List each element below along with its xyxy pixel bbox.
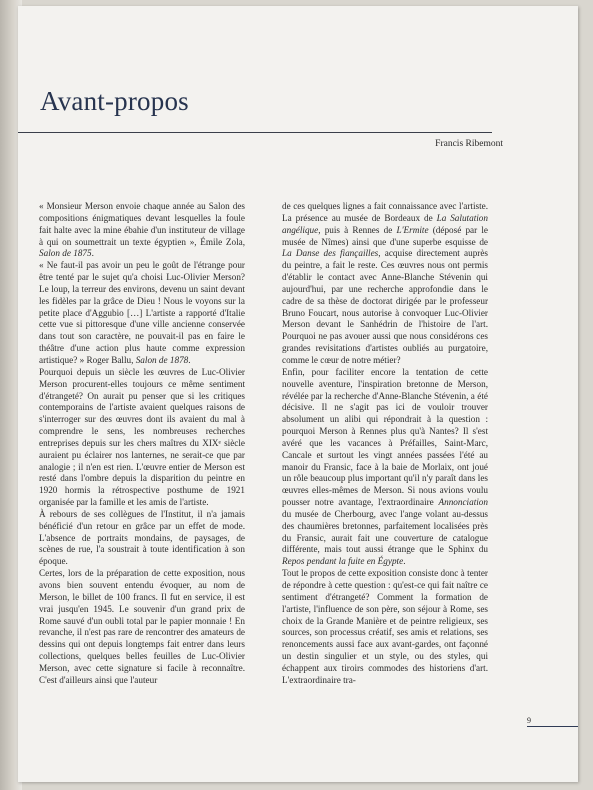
italic-title: L'Ermite (396, 224, 429, 235)
page-number: 9 (527, 716, 531, 725)
italic-title: La Salutation angélique (282, 212, 488, 235)
text-run: Tout le propos de cette exposition consiste donc à tenter de répondre à cette question : qu'est-ce qui fait naître ce sentiment d'étrangeté? Comment la formation de l'artiste, l'influence de son père, son séjour à Rome, ses choix de la Grande Manière et de peintre religieux, ses sources, son processus créatif, ses amis et relations, ses renoncements aussi face aux avant-gardes, ont façonné un destin singulier et un style, ou des styles, qui échappent aux tiroirs commodes des historiens d'art. L'extraordinaire tra- (282, 568, 488, 685)
book-page (18, 6, 578, 782)
paragraph (39, 568, 245, 686)
paragraph (39, 201, 245, 260)
text-run: « Ne faut-il pas avoir un peu le goût de l'étrange pour être tenté par le sujet qu'a choisi Luc-Olivier Merson? Le loup, la terreur des environs, devenu un saint devant les fidèles par la grâce de Dieu ! Nous le voyons sur la petite place d'Aggubio […] L'artiste a rapporté d'Italie cette vue si pittoresque d'une ville ancienne conservée dans tout son caractère, ne pouvait-il pas en faire le théâtre d'une action plus haute comme expression artistique? » Roger Ballu, (39, 260, 245, 365)
text-run: . (91, 248, 94, 259)
text-run: Pourquoi depuis un siècle les œuvres de Luc-Olivier Merson procurent-elles toujours ce même sentiment d'étrangeté? On aurait pu penser que si les critiques contemporains de l'artiste avaient quelques raisons de s'interroger sur des œuvres dont ils avaient du mal à comprendre le sens, les nombreuses recherches entreprises depuis sur les chers maîtres du XIXᵉ siècle auraient pu éclairer nos lanternes, ne serait-ce que par analogie ; il n'en est rien. L'œuvre entier de Merson est resté dans l'ombre depuis la disparition du peintre en 1920 hormis la rétrospective posthume de 1921 organisée par la famille et les amis de l'artiste. (39, 366, 245, 508)
paragraph (39, 509, 245, 568)
text-column-right (282, 201, 488, 687)
page-number-rule (527, 726, 578, 727)
italic-title: Salon de 1878 (135, 354, 189, 365)
text-run: . (403, 556, 406, 567)
paragraph (282, 568, 488, 686)
text-run: de ces quelques lignes a fait connaissance avec l'artiste. La présence au musée de Bordeaux de (282, 201, 488, 223)
page-title: Avant-propos (40, 86, 189, 116)
text-run: Enfin, pour faciliter encore la tentation de cette nouvelle aventure, l'inspiration bretonne de Merson, révélée par la recherche d'Anne-Blanche Stévenin, a été décisive. Il ne s'agit pas ici de vouloir trouver absolument un alibi qui répondrait à la question : pourquoi Merson à Rennes plus qu'à Nantes? Il s'est avéré que les vacances à Préfailles, Saint-Marc, Cancale et surtout les vingt années passées l'été au manoir du Fransic, face à la baie de Morlaix, ont joué un rôle beaucoup plus important qu'il n'y paraît dans les œuvres elles-mêmes de Merson. Si nous avions voulu pousser notre avantage, l'extraordinaire (282, 366, 488, 508)
text-run: du musée de Cherbourg, avec l'ange volant au-dessus des chaumières bretonnes, parfaitement localisées près du Fransic, aurait fait une couverture de catalogue différente, mais tout aussi étrange que le Sphinx du (282, 508, 488, 555)
text-run: « Monsieur Merson envoie chaque année au Salon des compositions énigmatiques devant lesquelles la foule fait halte avec la mine ébahie d'un instituteur de village à qui on soumettrait un texte égyptien », Émile Zola, (39, 201, 245, 247)
paragraph (39, 260, 245, 367)
text-run: Certes, lors de la préparation de cette exposition, nous avons bien souvent entendu évoquer, au nom de Merson, le billet de 100 francs. Il fut en service, il est vrai jusqu'en 1945. Le souvenir d'un grand prix de Rome sauvé d'un oubli total par le papier monnaie ! En revanche, il n'est pas rare de rencontrer des amateurs de dessins qui ont depuis longtemps fait entrer dans leurs collections, quelques belles feuilles de Luc-Olivier Merson, avec cette signature si facile à reconnaître. C'est d'ailleurs ainsi que l'auteur (39, 568, 245, 685)
paragraph (282, 367, 488, 568)
text-run: , puis à Rennes de (318, 224, 397, 235)
title-rule (18, 132, 492, 133)
italic-title: Annonciation (438, 497, 488, 508)
italic-title: La Danse des fiançailles (282, 248, 379, 259)
text-run: . (188, 354, 191, 365)
italic-title: Salon de 1875 (39, 248, 92, 259)
text-column-left (39, 201, 245, 687)
paragraph (282, 201, 488, 367)
author-name: Francis Ribemont (435, 139, 503, 149)
text-run: À rebours de ses collègues de l'Institut, il n'a jamais bénéficié d'un retour en grâce par un effet de mode. L'absence de portraits mondains, de paysages, de scènes de rue, l'a soustrait à toute identification à son époque. (39, 508, 245, 567)
text-run: , acquise directement auprès du peintre, a fait le reste. Ces œuvres nous ont permis d'établir le contact avec Anne-Blanche Stévenin qui aujourd'hui, par une recherche approfondie dans le cadre de sa thèse de doctorat dirigée par le professeur Bruno Foucart, nous autorise à convoquer Luc-Olivier Merson devant le Sanhédrin de l'histoire de l'art. Pourquoi ne pas avouer aussi que nous considérons ces grandes revisitations d'artistes oubliés au purgatoire, comme le cœur de notre métier? (282, 248, 489, 365)
paragraph (39, 367, 245, 509)
text-run: (déposé par le musée de Nîmes) ainsi que d'une superbe esquisse de (282, 224, 488, 247)
italic-title: Repos pendant la fuite en Égypte (282, 556, 404, 567)
